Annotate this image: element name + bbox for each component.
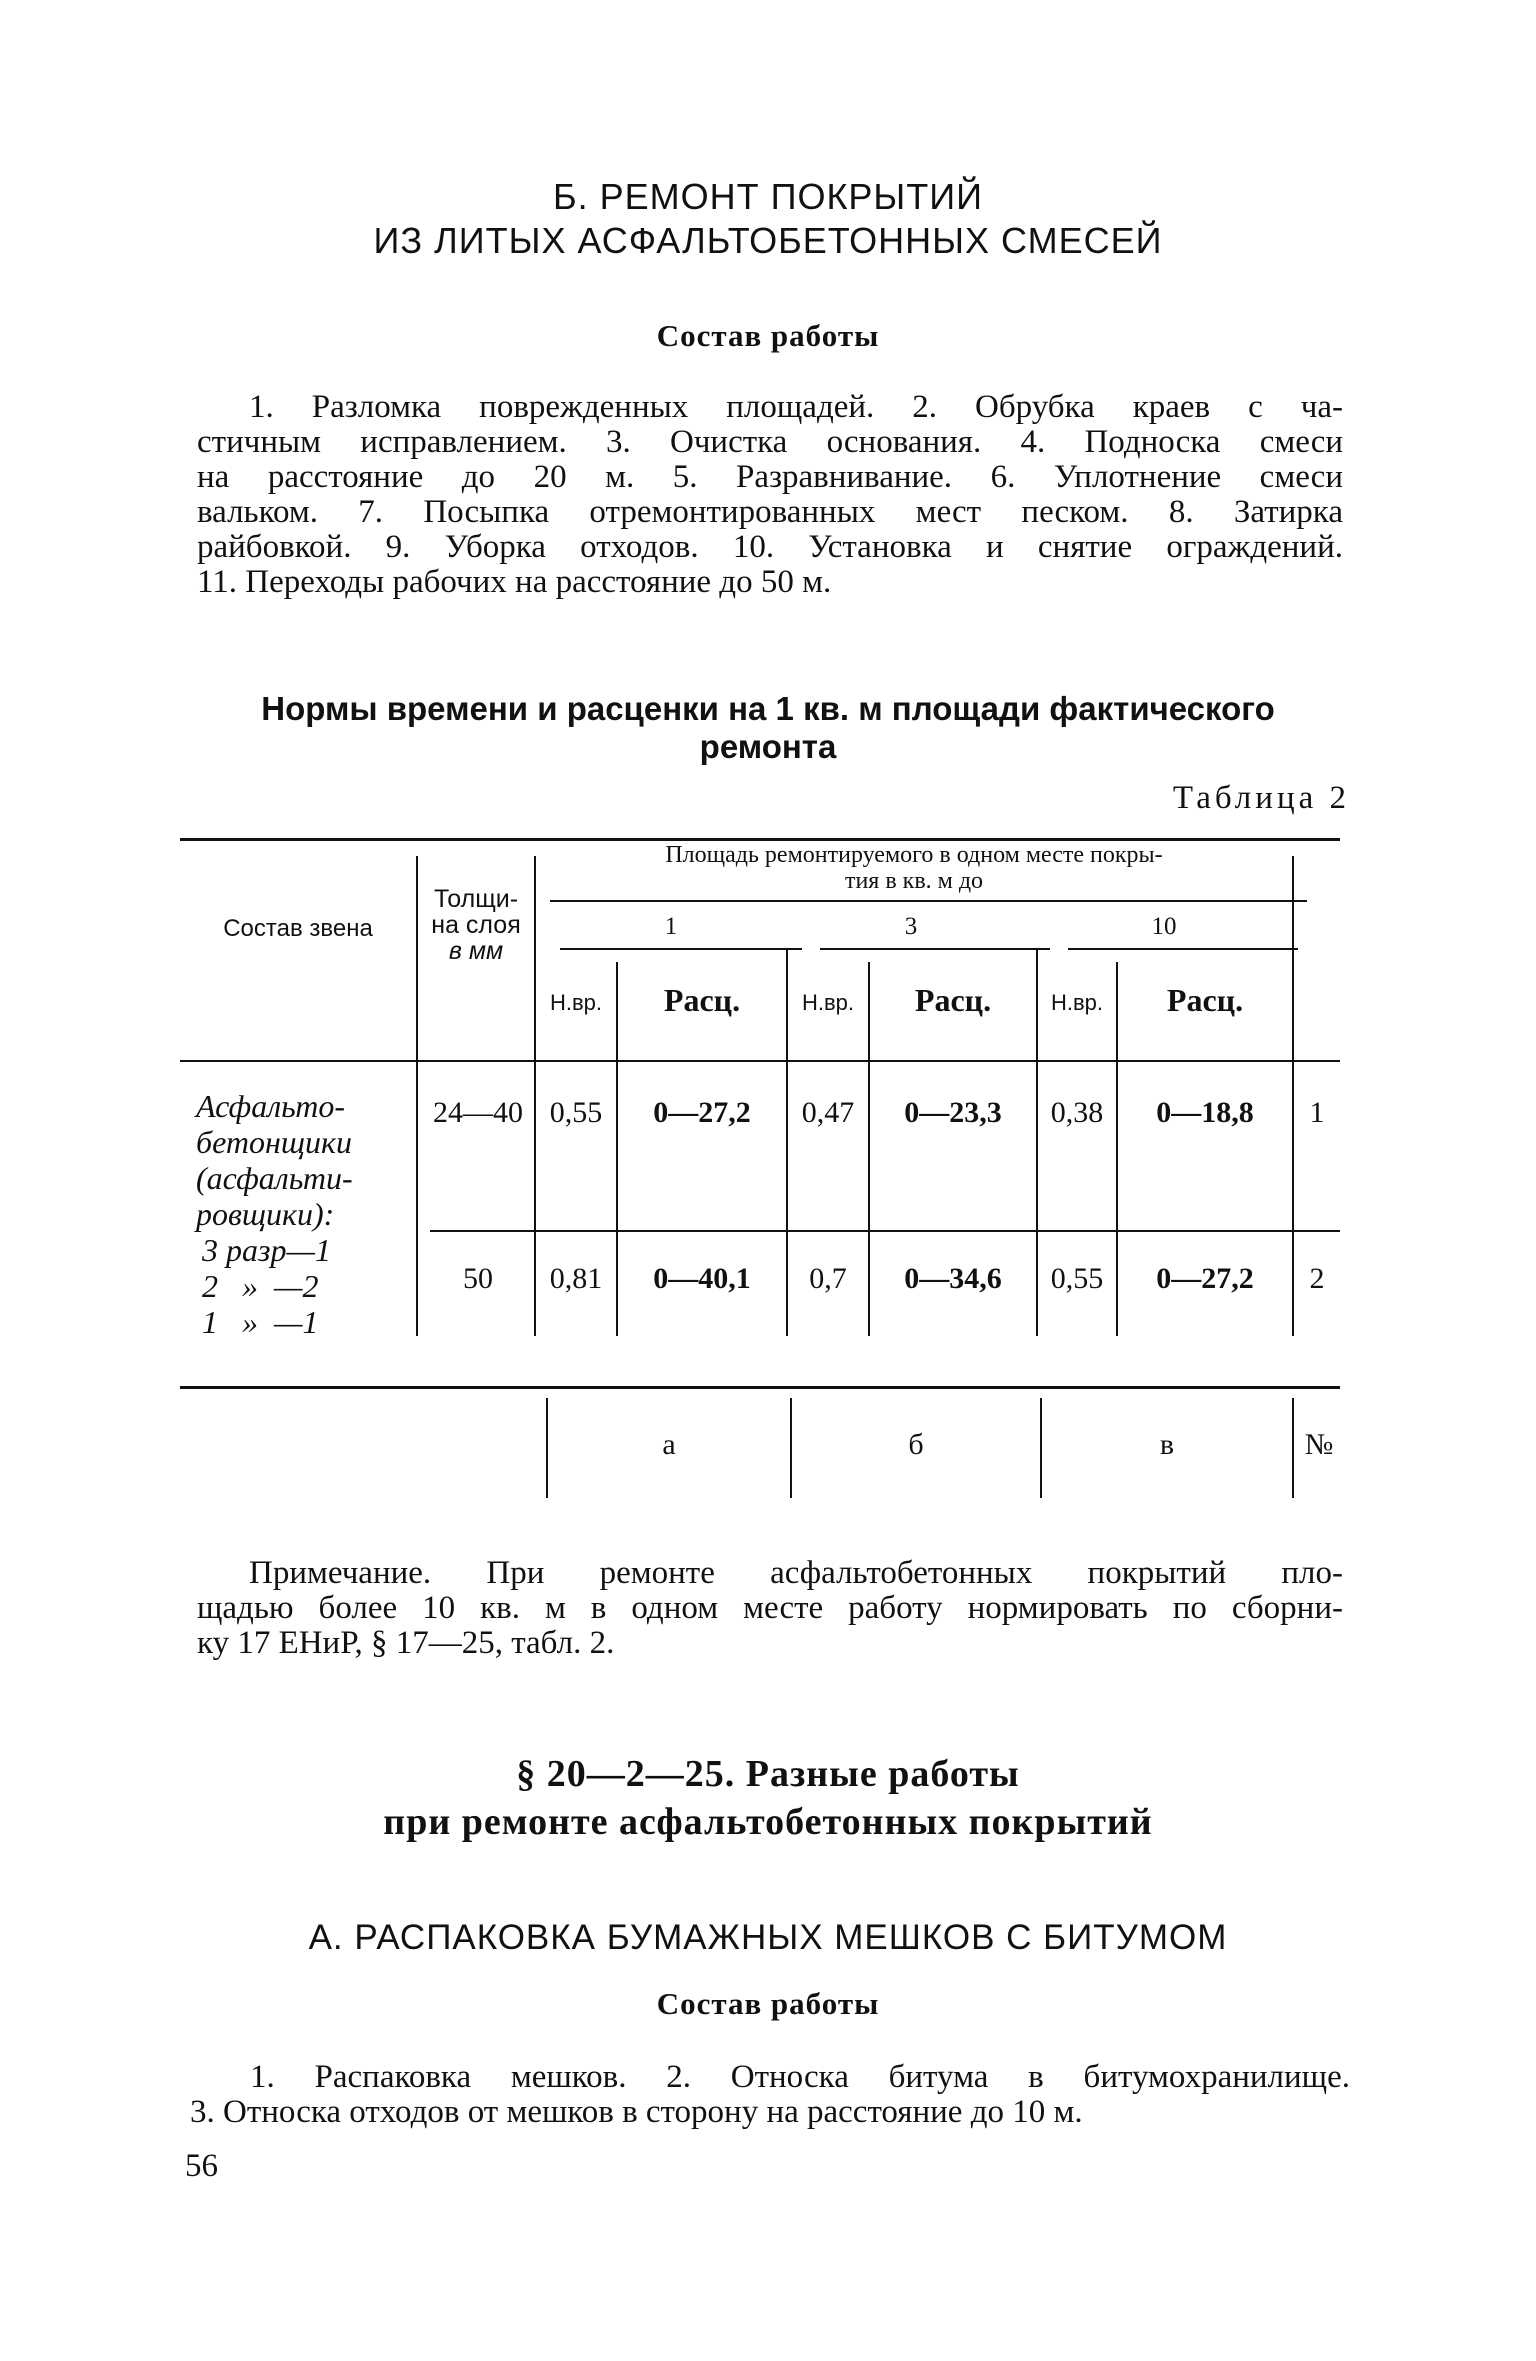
section-b-title-line1: Б. РЕМОНТ ПОКРЫТИЙ <box>552 176 984 217</box>
norms-title-line1: Нормы времени и расценки на 1 кв. м площади фактического <box>261 690 1275 727</box>
row1-rasc-1: 0—27,2 <box>653 1096 751 1129</box>
work-line: вальком. 7. Посыпка отремонтированных мест песком. 8. Затирка <box>197 495 1343 530</box>
footer-letter-b: б <box>908 1428 924 1461</box>
work-line: райбовкой. 9. Уборка отходов. 10. Установка и снятие ограждений. <box>197 530 1343 565</box>
norms-table <box>180 838 1340 1508</box>
row2-nvr-3: 0,7 <box>809 1262 847 1295</box>
work-line: 1. Разломка поврежденных площадей. 2. Обрубка краев с ча- <box>249 390 1343 425</box>
crew-line: 1 » —1 <box>202 1304 319 1340</box>
footer-number-sign: № <box>1304 1428 1334 1461</box>
work-heading: Состав работы <box>656 318 880 353</box>
row1-nvr-10: 0,38 <box>1050 1096 1104 1129</box>
crew-line: 2 » —2 <box>202 1268 319 1304</box>
header-thickness-line: в мм <box>448 937 504 965</box>
table-label: Таблица 2 <box>1172 780 1350 816</box>
row2-nvr-1: 0,81 <box>549 1262 603 1295</box>
header-area <box>536 842 1292 894</box>
note-line: щадью более 10 кв. м в одном месте работу нормировать по сборни- <box>197 1591 1343 1626</box>
crew-line: 3 разр—1 <box>202 1232 331 1268</box>
page-number: 56 <box>185 2148 218 2184</box>
section-25-title-line1: § 20—2—25. Разные работы <box>516 1753 1020 1795</box>
header-crew: Состав звена <box>223 915 373 942</box>
work-line: на расстояние до 20 м. 5. Разравнивание. 6. Уплотнение смеси <box>197 460 1343 495</box>
section-a-title: А. РАСПАКОВКА БУМАЖНЫХ МЕШКОВ С БИТУМОМ <box>308 1918 1228 1957</box>
crew-line: ровщики): <box>196 1196 335 1232</box>
note-line: ку 17 ЕНиР, § 17—25, табл. 2. <box>197 1626 615 1661</box>
header-area-10: 10 <box>1151 913 1177 940</box>
header-thickness <box>418 886 534 964</box>
section-25-title-line2: при ремонте асфальтобетонных покрытий <box>383 1801 1153 1843</box>
crew-composition <box>196 1088 416 1340</box>
crew-line: (асфальти- <box>196 1160 353 1196</box>
row2-thickness: 50 <box>463 1262 493 1295</box>
header-nvr: Н.вр. <box>1050 990 1104 1015</box>
note-paragraph <box>197 1556 1343 1661</box>
header-nvr: Н.вр. <box>801 990 855 1015</box>
header-area-3: 3 <box>904 913 918 940</box>
row1-rasc-10: 0—18,8 <box>1156 1096 1254 1129</box>
section-a-work-line: 1. Распаковка мешков. 2. Относка битума в битумохранилище. <box>250 2060 1350 2095</box>
row2-rasc-1: 0—40,1 <box>653 1262 751 1295</box>
row1-number: 1 <box>1309 1096 1325 1129</box>
header-nvr: Н.вр. <box>549 990 603 1015</box>
note-line: Примечание. При ремонте асфальтобетонных покрытий пло- <box>249 1556 1343 1591</box>
header-area-1: 1 <box>664 913 678 940</box>
header-thickness-line: Толщи- <box>433 885 519 913</box>
work-paragraph <box>197 390 1343 600</box>
crew-line: Асфальто- <box>196 1088 346 1124</box>
section-a-work-heading: Состав работы <box>656 1986 880 2021</box>
footer-letter-v: в <box>1159 1428 1175 1461</box>
header-rasc: Расц. <box>914 982 992 1018</box>
section-a-work-paragraph <box>190 2060 1350 2130</box>
footer-letter-a: а <box>662 1428 676 1461</box>
norms-title-line2: ремонта <box>699 728 837 765</box>
header-rasc: Расц. <box>663 982 741 1018</box>
crew-line: бетонщики <box>196 1124 352 1160</box>
row1-nvr-3: 0,47 <box>801 1096 855 1129</box>
header-thickness-line: на слоя <box>431 911 521 939</box>
row2-number: 2 <box>1309 1262 1325 1295</box>
row2-rasc-3: 0—34,6 <box>904 1262 1002 1295</box>
section-a-work-line: 3. Относка отходов от мешков в сторону на расстояние до 10 м. <box>190 2095 1083 2130</box>
work-line: стичным исправлением. 3. Очистка основания. 4. Подноска смеси <box>197 425 1343 460</box>
row1-rasc-3: 0—23,3 <box>904 1096 1002 1129</box>
row1-nvr-1: 0,55 <box>549 1096 603 1129</box>
section-b-title-line2: ИЗ ЛИТЫХ АСФАЛЬТОБЕТОННЫХ СМЕСЕЙ <box>373 220 1163 261</box>
work-line: 11. Переходы рабочих на расстояние до 50 м. <box>197 565 832 600</box>
row2-rasc-10: 0—27,2 <box>1156 1262 1254 1295</box>
row1-thickness: 24—40 <box>433 1096 523 1129</box>
header-area-line: тия в кв. м до <box>844 868 984 894</box>
row2-nvr-10: 0,55 <box>1050 1262 1104 1295</box>
header-area-line: Площадь ремонтируемого в одном месте покры- <box>665 842 1163 868</box>
header-rasc: Расц. <box>1166 982 1244 1018</box>
